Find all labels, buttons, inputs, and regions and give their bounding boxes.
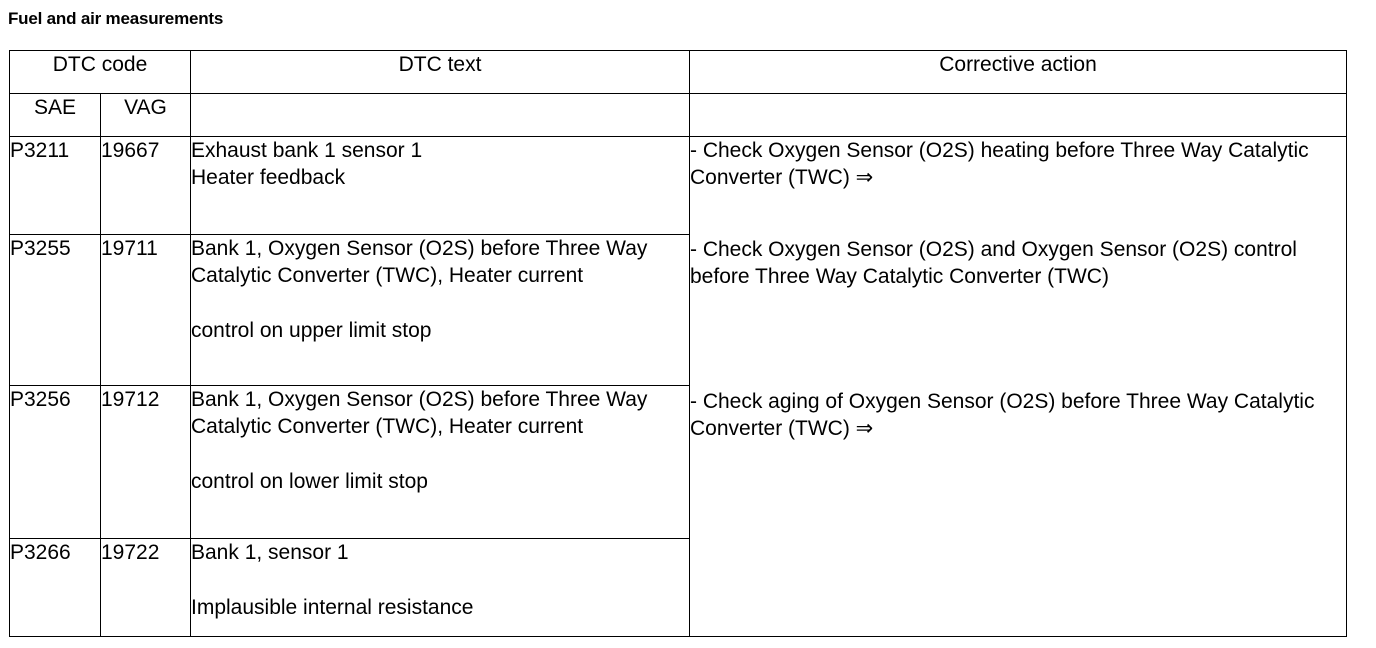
table-row — [10, 137, 1347, 235]
vag-code-cell: 19667 — [101, 137, 191, 235]
corrective-action-cell — [690, 137, 1347, 637]
dtc-text-line2: control on lower limit stop — [191, 470, 428, 493]
corrective-action-header: Corrective action — [690, 51, 1347, 94]
dtc-text-line2: control on upper limit stop — [191, 319, 432, 342]
vag-subheader: VAG — [101, 94, 191, 137]
vag-code-cell: 19722 — [101, 539, 191, 637]
sae-code-cell: P3256 — [10, 386, 101, 539]
dtc-text-line2: Implausible internal resistance — [191, 596, 474, 619]
corrective-action-item: - Check aging of Oxygen Sensor (O2S) before Three Way Catalytic Converter (TWC) ⇒ — [690, 390, 1315, 440]
dtc-text-line1: Exhaust bank 1 sensor 1 — [191, 139, 423, 162]
dtc-text-line1: Bank 1, Oxygen Sensor (O2S) before Three Way Catalytic Converter (TWC), Heater current — [191, 237, 648, 287]
sae-subheader: SAE — [10, 94, 101, 137]
sae-code-cell: P3211 — [10, 137, 101, 235]
dtc-text-line2: Heater feedback — [191, 166, 346, 189]
dtc-table — [9, 50, 1347, 637]
sae-code-cell: P3266 — [10, 539, 101, 637]
dtc-text-line1: Bank 1, Oxygen Sensor (O2S) before Three Way Catalytic Converter (TWC), Heater current — [191, 388, 648, 438]
empty-text-subheader — [191, 94, 690, 137]
dtc-text-line1: Bank 1, sensor 1 — [191, 541, 349, 564]
corrective-action-item: - Check Oxygen Sensor (O2S) and Oxygen Sensor (O2S) control before Three Way Catalytic Converter (TWC) — [690, 238, 1297, 288]
subheader-row — [10, 94, 1347, 137]
header-row — [10, 51, 1347, 94]
vag-code-cell: 19711 — [101, 235, 191, 386]
vag-code-cell: 19712 — [101, 386, 191, 539]
dtc-text-cell — [191, 235, 690, 386]
dtc-code-header: DTC code — [10, 51, 191, 94]
dtc-text-header: DTC text — [191, 51, 690, 94]
dtc-text-cell — [191, 137, 690, 235]
sae-code-cell: P3255 — [10, 235, 101, 386]
dtc-text-cell — [191, 539, 690, 637]
empty-action-subheader — [690, 94, 1347, 137]
page-title: Fuel and air measurements — [8, 9, 224, 28]
dtc-text-cell — [191, 386, 690, 539]
corrective-action-item: - Check Oxygen Sensor (O2S) heating before Three Way Catalytic Converter (TWC) ⇒ — [690, 139, 1309, 189]
